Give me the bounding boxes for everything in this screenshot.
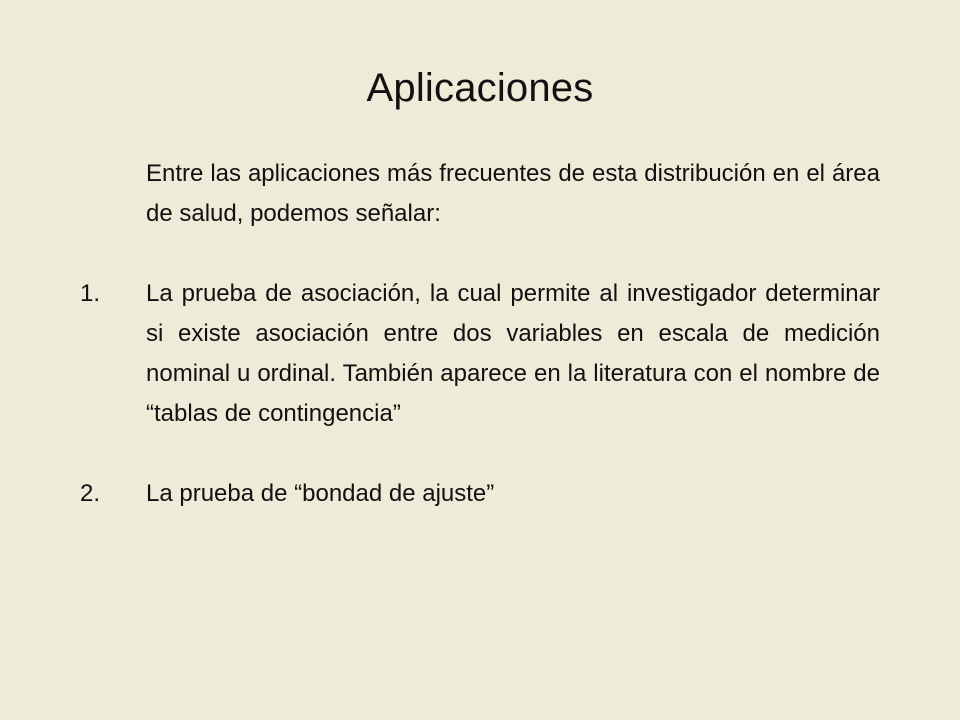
list-item-1-number: 1. xyxy=(80,280,101,307)
list-item-2-number: 2. xyxy=(80,480,101,507)
list-item-1 xyxy=(80,274,880,434)
slide-title: Aplicaciones xyxy=(366,66,594,110)
slide-body xyxy=(80,154,880,514)
list-item-2-text: La prueba de “bondad de ajuste” xyxy=(146,480,495,507)
list-item-1-text: La prueba de asociación, la cual permite al investigador determinar si existe asociación entre dos variables en escala de medición nominal u ordinal. También aparece en la literatura con el nombre de “tablas de contingencia” xyxy=(146,280,880,427)
intro-paragraph: Entre las aplicaciones más frecuentes de esta distribución en el área de salud, podemos señalar: xyxy=(146,160,880,227)
list-item-2 xyxy=(80,474,880,514)
